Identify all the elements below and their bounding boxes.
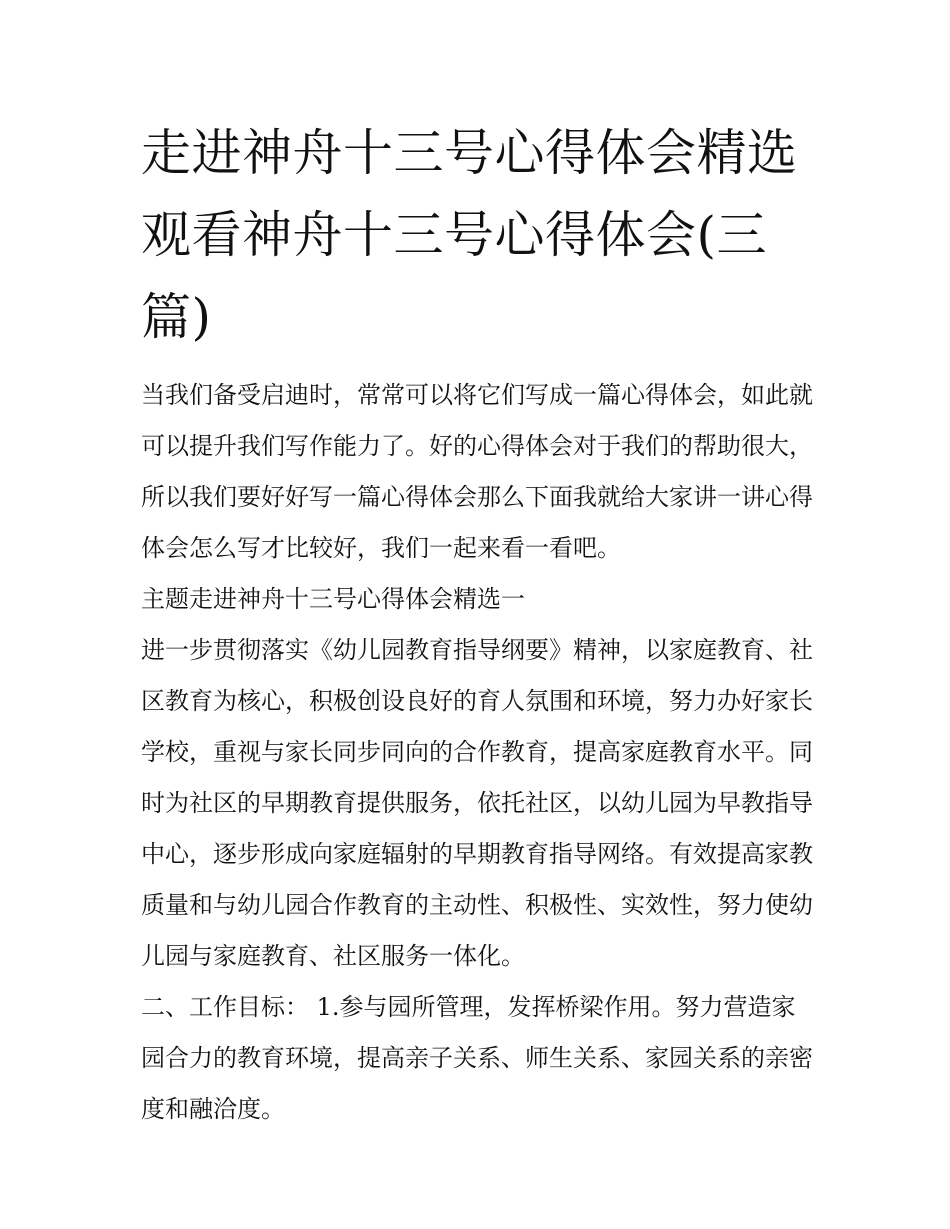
body-paragraph: 进一步贯彻落实《幼儿园教育指导纲要》精神，以家庭教育、社区教育为核心，积极创设良好的育人氛围和环境，努力办好家长学校，重视与家长同步同向的合作教育，提高家庭教育水平。同时为社区的早期教育提供服务，依托社区，以幼儿园为早教指导中心，逐步形成向家庭辐射的早期教育指导网络。有效提高家教质量和与幼儿园合作教育的主动性、积极性、实效性，努力使幼儿园与家庭教育、社区服务一体化。 (141, 636, 813, 970)
document-title: 走进神舟十三号心得体会精选观看神舟十三号心得体会(三篇) (141, 124, 798, 346)
section-heading: 主题走进神舟十三号心得体会精选一 (141, 585, 525, 613)
work-goals-paragraph: 二、工作目标： 1.参与园所管理，发挥桥梁作用。努力营造家园合力的教育环境，提高亲子关系、师生关系、家园关系的亲密度和融洽度。 (141, 993, 813, 1123)
document-body (141, 112, 821, 1135)
intro-paragraph: 当我们备受启迪时，常常可以将它们写成一篇心得体会，如此就可以提升我们写作能力了。好的心得体会对于我们的帮助很大，所以我们要好好写一篇心得体会那么下面我就给大家讲一讲心得体会怎么写才比较好，我们一起来看一看吧。 (141, 381, 813, 562)
